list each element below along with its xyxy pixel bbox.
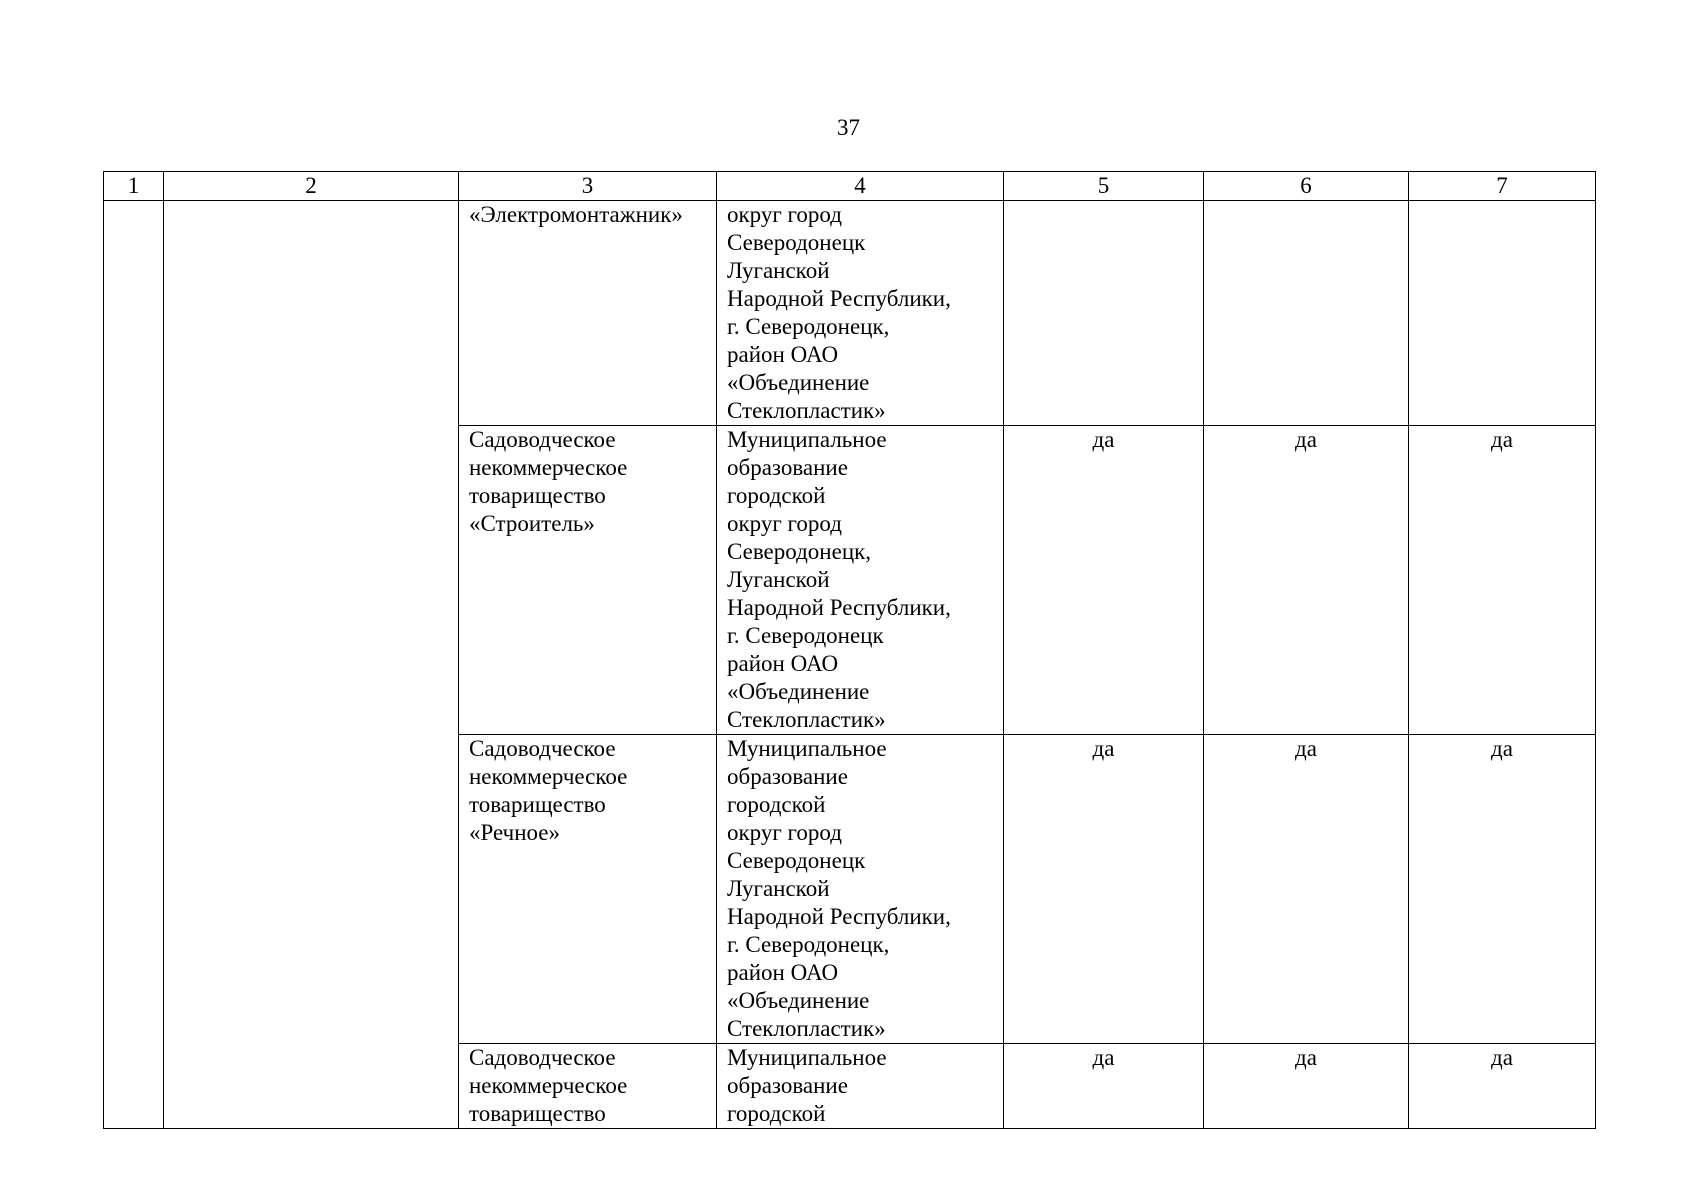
cell-col6: да [1204, 1044, 1409, 1129]
cell-col1-merged [104, 201, 164, 1129]
column-header-3: 3 [459, 172, 717, 201]
cell-location: округ город Северодонецк Луганской Народной Республики, г. Северодонецк, район ОАО «Объединение Стеклопластик» [717, 201, 1004, 426]
cell-location: Муниципальное образование городской округ город Северодонецк, Луганской Народной Республики, г. Северодонецк район ОАО «Объединение Стеклопластик» [717, 426, 1004, 735]
table-row [104, 201, 1596, 426]
cell-location: Муниципальное образование городской [717, 1044, 1004, 1129]
column-header-4: 4 [717, 172, 1004, 201]
page-number: 37 [837, 115, 860, 140]
cell-col7 [1409, 201, 1596, 426]
header-row [104, 172, 1596, 201]
cell-col5: да [1004, 426, 1204, 735]
cell-col6 [1204, 201, 1409, 426]
column-header-5: 5 [1004, 172, 1204, 201]
cell-col7: да [1409, 1044, 1596, 1129]
cell-col2-merged [164, 201, 459, 1129]
cell-organization: Садоводческое некоммерческое товарищество [459, 1044, 717, 1129]
cell-organization: Садоводческое некоммерческое товарищество «Строитель» [459, 426, 717, 735]
cell-col7: да [1409, 426, 1596, 735]
column-header-1: 1 [104, 172, 164, 201]
column-header-6: 6 [1204, 172, 1409, 201]
cell-col6: да [1204, 426, 1409, 735]
cell-location: Муниципальное образование городской округ город Северодонецк Луганской Народной Республики, г. Северодонецк, район ОАО «Объединение Стеклопластик» [717, 735, 1004, 1044]
cell-col6: да [1204, 735, 1409, 1044]
cell-col5 [1004, 201, 1204, 426]
cell-organization: «Электромонтажник» [459, 201, 717, 426]
cell-organization: Садоводческое некоммерческое товарищество «Речное» [459, 735, 717, 1044]
column-header-7: 7 [1409, 172, 1596, 201]
cell-col7: да [1409, 735, 1596, 1044]
data-table [103, 171, 1596, 1129]
cell-col5: да [1004, 735, 1204, 1044]
column-header-2: 2 [164, 172, 459, 201]
cell-col5: да [1004, 1044, 1204, 1129]
